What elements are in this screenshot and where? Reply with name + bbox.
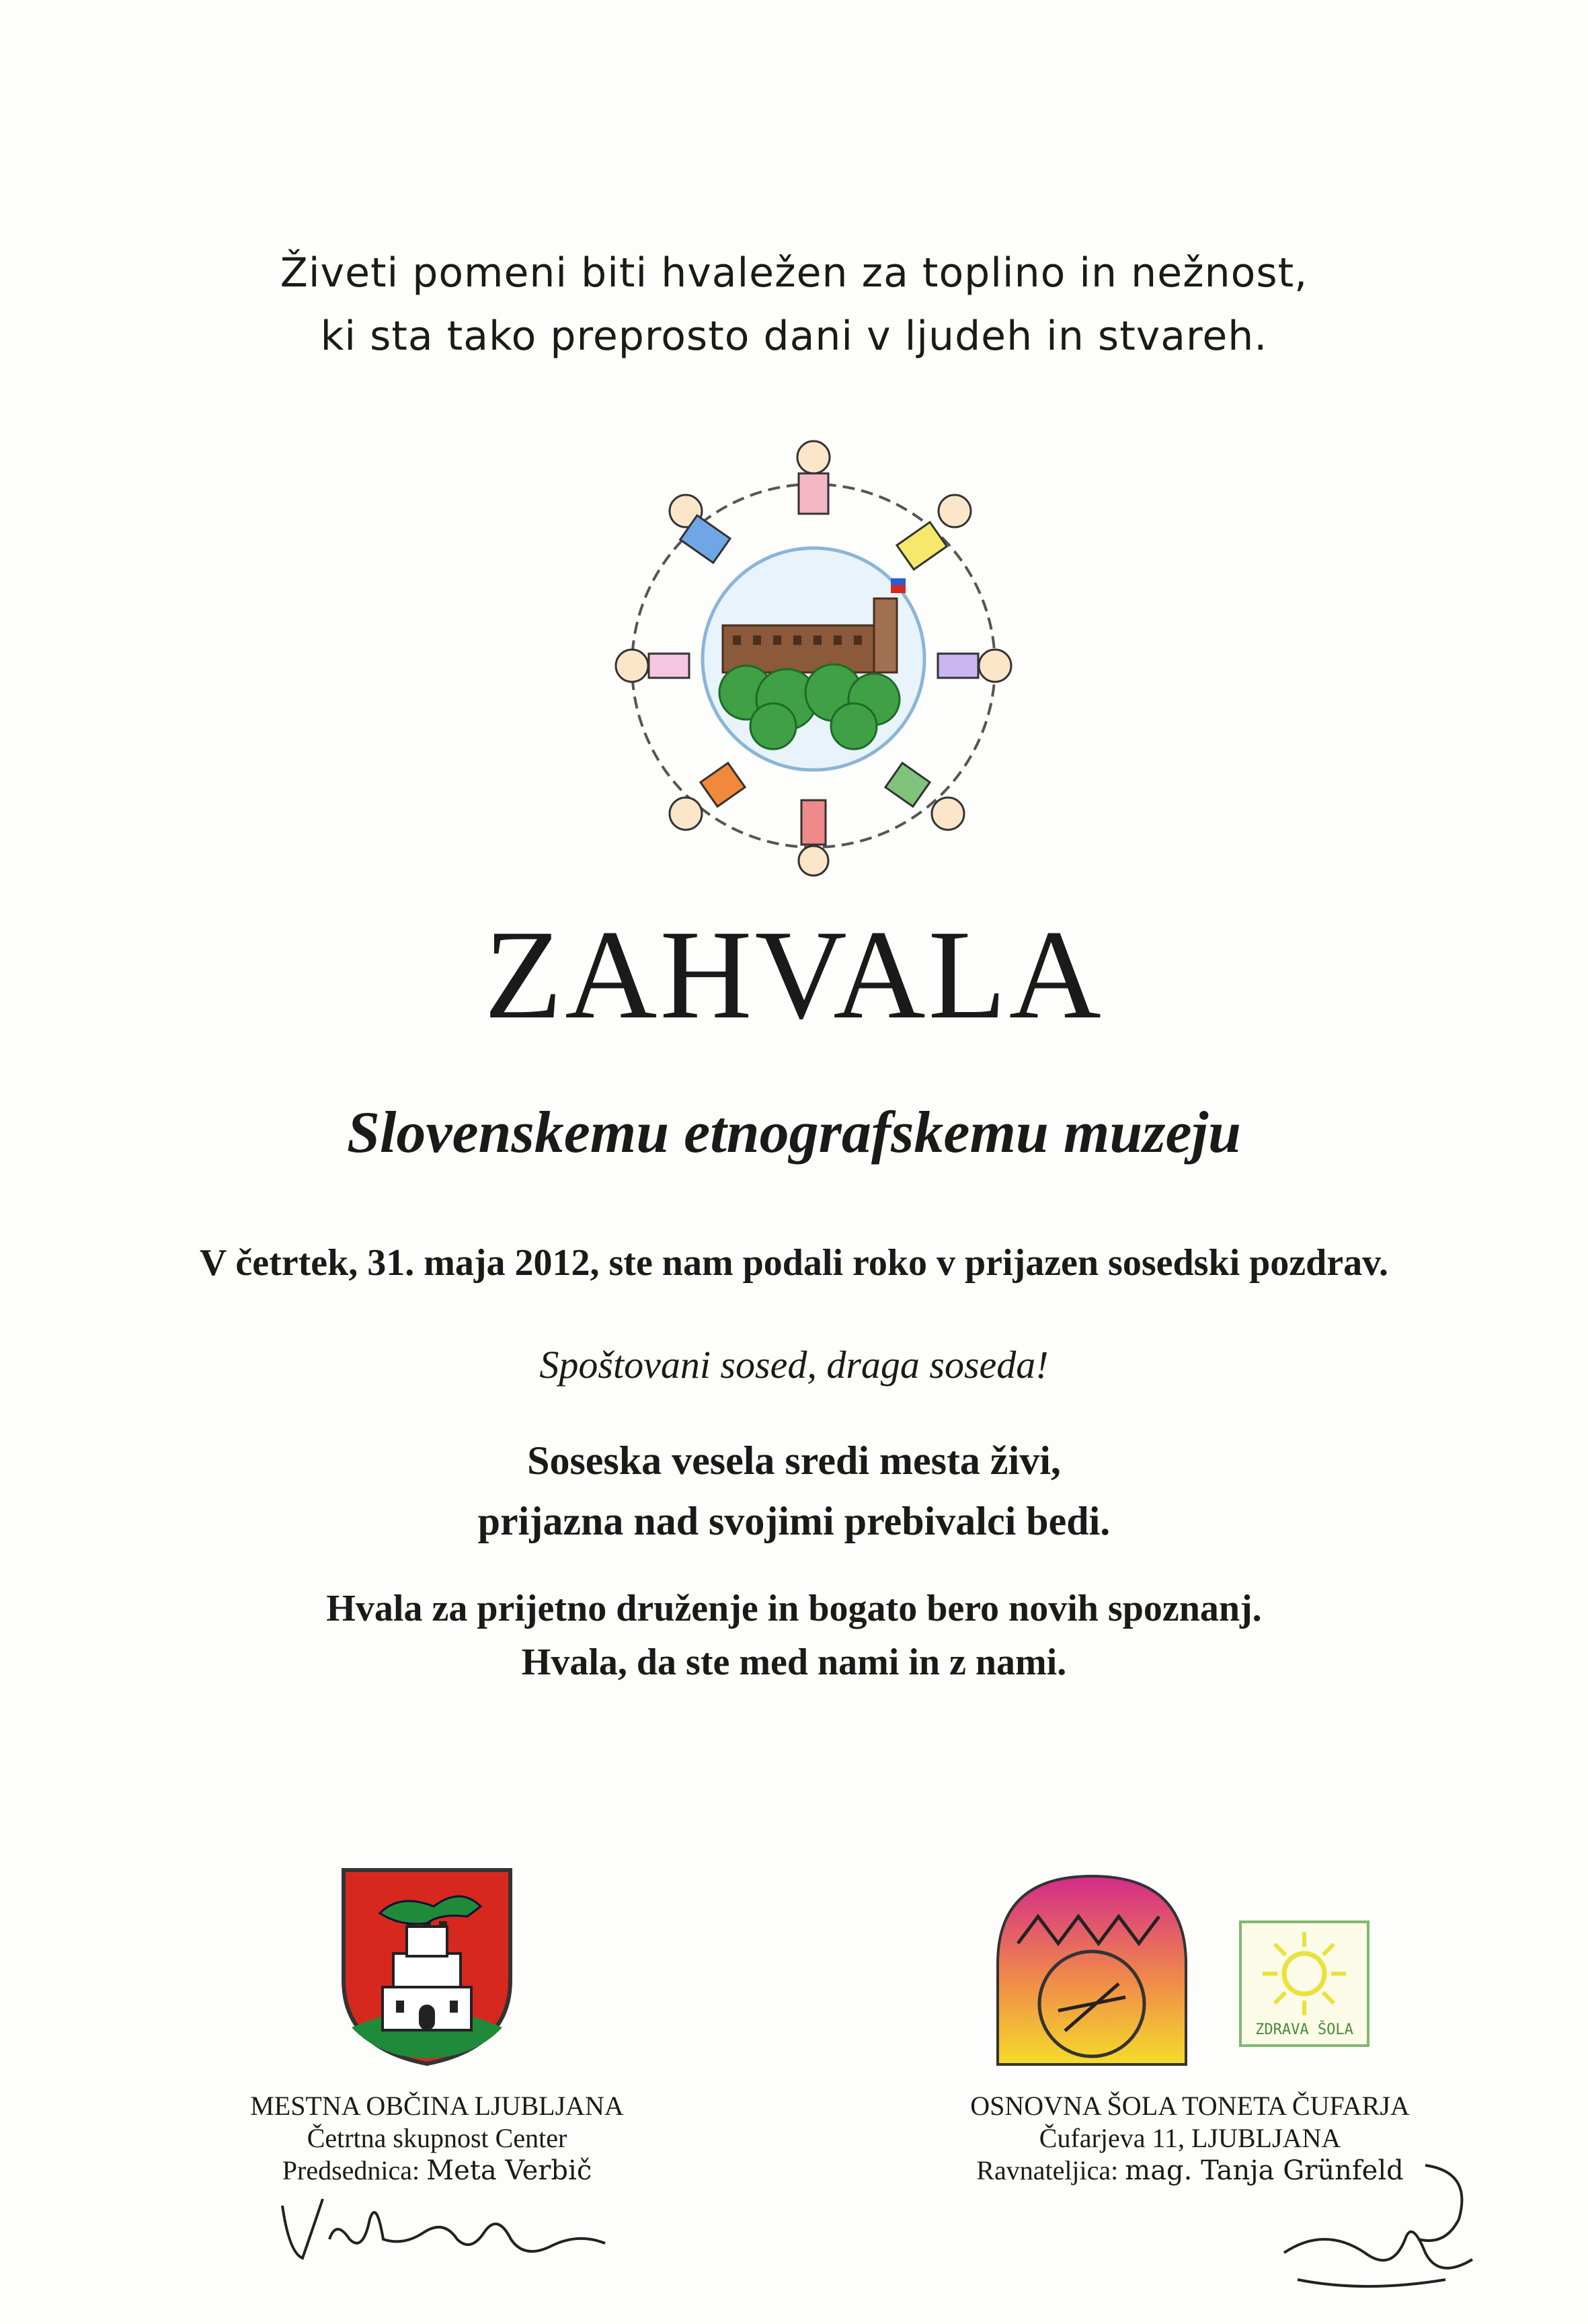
child-bottom xyxy=(799,800,828,876)
thanks-line-1: Hvala za prijetno druženje in bogato bero novih spoznanj. xyxy=(326,1588,1262,1629)
left-signatory xyxy=(188,2090,686,2187)
left-role-label: Predsednica: xyxy=(282,2155,420,2185)
recipient: Slovenskemu etnografskemu muzeju xyxy=(347,1100,1241,1165)
child-bottom-right xyxy=(885,763,964,830)
healthy-school-label: ZDRAVA ŠOLA xyxy=(1255,2021,1353,2038)
child-top xyxy=(797,441,830,514)
verse-line-1: Soseska vesela sredi mesta živi, xyxy=(527,1438,1061,1483)
greeting: Spoštovani sosed, draga soseda! xyxy=(539,1343,1049,1387)
thanks-line-2: Hvala, da ste med nami in z nami. xyxy=(521,1641,1067,1683)
date-line: V četrtek, 31. maja 2012, ste nam podali roko v prijazen sosedski pozdrav. xyxy=(199,1242,1389,1284)
children-circle-illustration xyxy=(551,403,1076,888)
right-address: Čufarjeva 11, LJUBLJANA xyxy=(1039,2123,1341,2153)
right-handwritten-signature xyxy=(1271,2152,1486,2300)
right-role-label: Ravnateljica: xyxy=(976,2155,1119,2185)
child-right xyxy=(938,650,1011,682)
left-unit: Četrtna skupnost Center xyxy=(307,2123,567,2153)
motto-line-1: Živeti pomeni biti hvaležen za toplino in nežnost, xyxy=(280,249,1308,297)
right-name: mag. Tanja Grünfeld xyxy=(1125,2155,1404,2186)
child-top-left xyxy=(670,495,730,563)
child-left xyxy=(616,650,689,682)
school-logo xyxy=(991,1869,1193,2071)
right-org: OSNOVNA ŠOLA TONETA ČUFARJA xyxy=(970,2091,1410,2121)
child-bottom-left xyxy=(670,763,745,830)
page-title: ZAHVALA xyxy=(484,904,1104,1046)
healthy-school-logo xyxy=(1238,1920,1370,2048)
motto-line-2: ki sta tako preprosto dani v ljudeh in stvareh. xyxy=(320,313,1268,360)
verse-line-2: prijazna nad svojimi prebivalci bedi. xyxy=(477,1499,1111,1543)
left-name: Meta Verbič xyxy=(426,2155,592,2186)
left-org: MESTNA OBČINA LJUBLJANA xyxy=(250,2091,624,2121)
ljubljana-coat-of-arms xyxy=(340,1866,514,2068)
left-handwritten-signature xyxy=(269,2179,619,2273)
